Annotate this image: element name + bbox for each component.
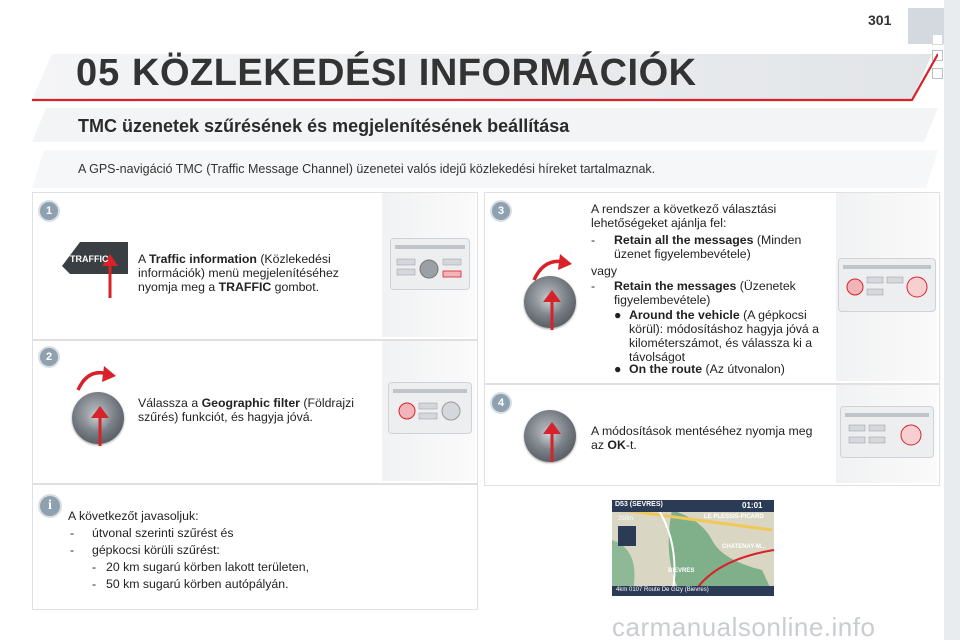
info-lead: A következőt javasoljuk: xyxy=(68,509,199,523)
step-4-text-bold: OK xyxy=(607,438,626,452)
info-item-dash: - xyxy=(70,526,75,540)
step-4-badge: 4 xyxy=(492,394,510,412)
info-subitem-dash: - xyxy=(92,560,97,574)
step-3-badge: 3 xyxy=(492,202,510,220)
step-3-option-2 xyxy=(614,279,818,307)
step-4-text-pre: A módosítások mentéséhez nyomja meg az xyxy=(591,424,813,452)
dashboard-panel-image xyxy=(840,406,934,458)
suboption-1-bold: Around the vehicle xyxy=(629,308,740,322)
intro-text: A GPS-navigáció TMC (Traffic Message Channel) üzenetei valós idejű közlekedési híreket tartalmaznak. xyxy=(78,162,656,176)
section-title: TMC üzenetek szűrésének és megjelenítésének beállítása xyxy=(78,116,570,136)
step-3-dash: - xyxy=(591,233,596,247)
press-arrow-icon xyxy=(540,420,564,462)
step-2-text-pre: Válassza a xyxy=(138,396,202,410)
map-road-label: D53 (SEVRES) xyxy=(615,501,663,508)
chapter-number: 05 xyxy=(76,52,121,94)
step-4-text xyxy=(591,424,827,452)
watermark: carmanualsonline.info xyxy=(612,612,876,642)
suboption-2-rest: (Az útvonalon) xyxy=(702,362,785,376)
traffic-button-label: TRAFFIC xyxy=(70,254,109,264)
page-number: 301 xyxy=(868,12,892,28)
step-3-option-1 xyxy=(614,233,818,261)
chapter-title: KÖZLEKEDÉSI INFORMÁCIÓK xyxy=(132,52,697,94)
info-subitem: 50 km sugarú körben autópályán. xyxy=(106,577,289,591)
step-3-dash: - xyxy=(591,279,596,293)
step-1-text-mid: (Közlekedési információk) menü megjelenítéséhez nyomja meg a xyxy=(138,252,339,294)
map-scale: 250m xyxy=(618,516,634,522)
step-1-badge: 1 xyxy=(40,202,58,220)
step-3-lead: A rendszer a következő választási lehetőségeket ajánlja fel: xyxy=(591,202,777,230)
info-item: gépkocsi körüli szűrést: xyxy=(92,543,220,557)
step-1-text-bold: Traffic information xyxy=(148,252,257,266)
step-2-badge: 2 xyxy=(40,348,58,366)
marker-square xyxy=(932,34,943,45)
step-4-text-post: -t. xyxy=(625,438,637,452)
traffic-button-icon xyxy=(62,240,130,300)
map-status-bar: 4km 0107 Route De Gizy (Bievres) xyxy=(616,587,709,593)
option-1-bold: Retain all the messages xyxy=(614,233,754,247)
dashboard-panel-image xyxy=(388,382,472,434)
info-subitem: 20 km sugarú körben lakott területen, xyxy=(106,560,310,574)
step-2-text-bold: Geographic filter xyxy=(201,396,300,410)
info-item: útvonal szerinti szűrést és xyxy=(92,526,234,540)
step-3-suboption-1 xyxy=(629,308,825,364)
info-item-dash: - xyxy=(70,543,75,557)
info-icon: i xyxy=(40,496,60,516)
step-3-or: vagy xyxy=(591,264,617,278)
step-2-text-post: (Földrajzi szűrés) funkciót, és hagyja jóvá. xyxy=(138,396,354,424)
map-clock: 01:01 xyxy=(742,501,763,510)
map-place-label: BIEVRES xyxy=(668,568,695,574)
step-1-text-post: gombot. xyxy=(271,280,320,294)
step-1-text-pre: A xyxy=(138,252,149,266)
step-1-text xyxy=(138,252,370,294)
bullet: ● xyxy=(614,362,622,376)
option-2-bold: Retain the messages xyxy=(614,279,737,293)
suboption-1-rest: (A gépkocsi körül): módosításhoz hagyja jóvá a kilométerszámot, és válassza ki a távolságot xyxy=(629,308,820,364)
map-place-label: CHATENAY-M... xyxy=(722,544,767,550)
bullet: ● xyxy=(614,308,622,322)
dashboard-panel-image xyxy=(390,238,470,290)
map-place-label: LE PLESSIS-PICARD xyxy=(704,514,764,520)
step-3-suboption-2 xyxy=(629,362,825,376)
suboption-2-bold: On the route xyxy=(629,362,703,376)
option-1-rest: (Minden üzenet figyelembevétele) xyxy=(614,233,802,261)
press-arrow-icon xyxy=(88,404,112,446)
step-2-text xyxy=(138,396,370,424)
dashboard-panel-image xyxy=(838,258,936,312)
navigation-map-image xyxy=(612,500,774,596)
info-subitem-dash: - xyxy=(92,577,97,591)
step-1-text-bold2: TRAFFIC xyxy=(218,280,272,294)
press-arrow-icon xyxy=(540,288,564,330)
option-2-rest: (Üzenetek figyelembevétele) xyxy=(614,279,796,307)
side-strip xyxy=(944,0,960,640)
